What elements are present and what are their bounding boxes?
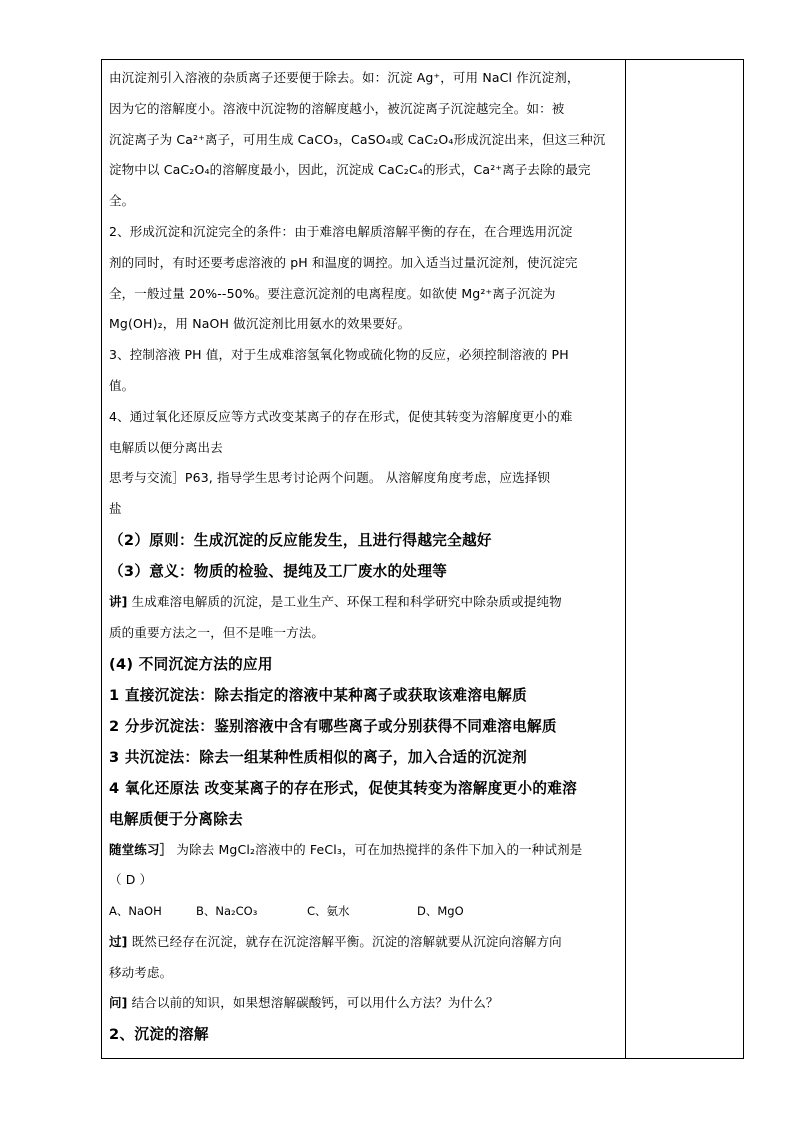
- text-line-15: 盐: [109, 501, 122, 517]
- lesson-content-cell: [109, 63, 621, 1050]
- text-line-3: 沉淀离子为 Ca²⁺离子，可用生成 CaCO₃，CaSO₄或 CaC₂O₄形成沉淀出来，但这三种沉: [109, 131, 606, 147]
- exercise-answer: （ D ）: [109, 872, 153, 888]
- exercise-options: [109, 896, 621, 927]
- jiang-line-2: 质的重要方法之一，但不是唯一方法。: [109, 624, 325, 640]
- exercise-label: 随堂练习］: [109, 841, 173, 857]
- method-lines: [109, 649, 621, 835]
- jiang-label: 讲]: [109, 593, 128, 609]
- jiang-text-1: 生成难溶电解质的沉淀，是工业生产、环保工程和科学研究中除杂质或提纯物: [127, 593, 562, 609]
- method-line-6: 电解质便于分离除去: [109, 810, 244, 828]
- option-d: D、MgO: [417, 904, 464, 919]
- text-line-10: 3、控制溶液 PH 值，对于生成难溶氢氧化物或硫化物的反应，必须控制溶液的 PH: [109, 347, 569, 363]
- method-line-4: 3 共沉淀法：除去一组某种性质相似的离子，加入合适的沉淀剂: [109, 748, 527, 766]
- text-line-6: 2、形成沉淀和沉淀完全的条件：由于难溶电解质溶解平衡的存在，在合理选用沉淀: [109, 223, 573, 239]
- exercise-text: 为除去 MgCl₂溶液中的 FeCl₃，可在加热搅拌的条件下加入的一种试剂是: [172, 841, 583, 857]
- jiang-line-1: [109, 587, 621, 618]
- text-line-4: 淀物中以 CaC₂O₄的溶解度最小，因此，沉淀成 CaC₂C₄的形式，Ca²⁺离子去除的最完: [109, 162, 591, 178]
- wen-label: 问]: [109, 995, 128, 1011]
- text-line-11: 值。: [109, 377, 135, 393]
- exercise-line: [109, 835, 621, 866]
- bold-line-2: （3）意义：物质的检验、提纯及工厂废水的处理等: [109, 562, 448, 580]
- method-line-3: 2 分步沉淀法：鉴别溶液中含有哪些离子或分别获得不同难溶电解质: [109, 717, 557, 735]
- text-line-7: 剂的同时，有时还要考虑溶液的 pH 和温度的调控。加入适当过量沉淀剂，使沉淀完: [109, 254, 578, 270]
- text-line-13: 电解质以便分离出去: [109, 439, 223, 455]
- option-c: C、氨水: [307, 904, 350, 919]
- text-line-2: 因为它的溶解度小。溶液中沉淀物的溶解度越小，被沉淀离子沉淀越完全。如：被: [109, 100, 565, 116]
- wen-text: 结合以前的知识，如果想溶解碳酸钙，可以用什么方法？为什么？: [127, 995, 499, 1011]
- wen-line: [109, 988, 621, 1019]
- option-b: B、Na₂CO₃: [196, 904, 258, 919]
- guo-text-1: 既然已经存在沉淀，就存在沉淀溶解平衡。沉淀的溶解就要从沉淀向溶解方向: [127, 933, 562, 949]
- text-line-12: 4、通过氧化还原反应等方式改变某离子的存在形式，促使其转变为溶解度更小的难: [109, 408, 573, 424]
- method-line-2: 1 直接沉淀法：除去指定的溶液中某种离子或获取该难溶电解质: [109, 686, 527, 704]
- guo-line-2: 移动考虑。: [109, 964, 173, 980]
- text-line-5: 全。: [109, 193, 135, 209]
- paragraph-lines: [109, 63, 621, 525]
- table-column-divider: [625, 59, 626, 1059]
- bold-heading-lines: [109, 525, 621, 587]
- text-line-8: 全，一般过量 20%--50%。要注意沉淀剂的电离程度。如欲使 Mg²⁺离子沉淀为: [109, 285, 556, 301]
- guo-label: 过]: [109, 933, 128, 949]
- method-line-5: 4 氧化还原法 改变某离子的存在形式，促使其转变为溶解度更小的难溶: [109, 779, 578, 797]
- section-heading: 2、沉淀的溶解: [109, 1026, 209, 1044]
- guo-line-1: [109, 927, 621, 958]
- text-line-9: Mg(OH)₂，用 NaOH 做沉淀剂比用氨水的效果要好。: [109, 316, 411, 332]
- method-line-1: (4) 不同沉淀方法的应用: [109, 655, 273, 673]
- option-a: A、NaOH: [109, 904, 162, 919]
- bold-line-1: （2）原则：生成沉淀的反应能发生，且进行得越完全越好: [109, 531, 492, 549]
- text-line-1: 由沉淀剂引入溶液的杂质离子还要便于除去。如：沉淀 Ag⁺，可用 NaCl 作沉淀剂，: [109, 70, 580, 85]
- text-line-14: 思考与交流］P63, 指导学生思考讨论两个问题。 从溶解度角度考虑，应选择钡: [109, 470, 551, 486]
